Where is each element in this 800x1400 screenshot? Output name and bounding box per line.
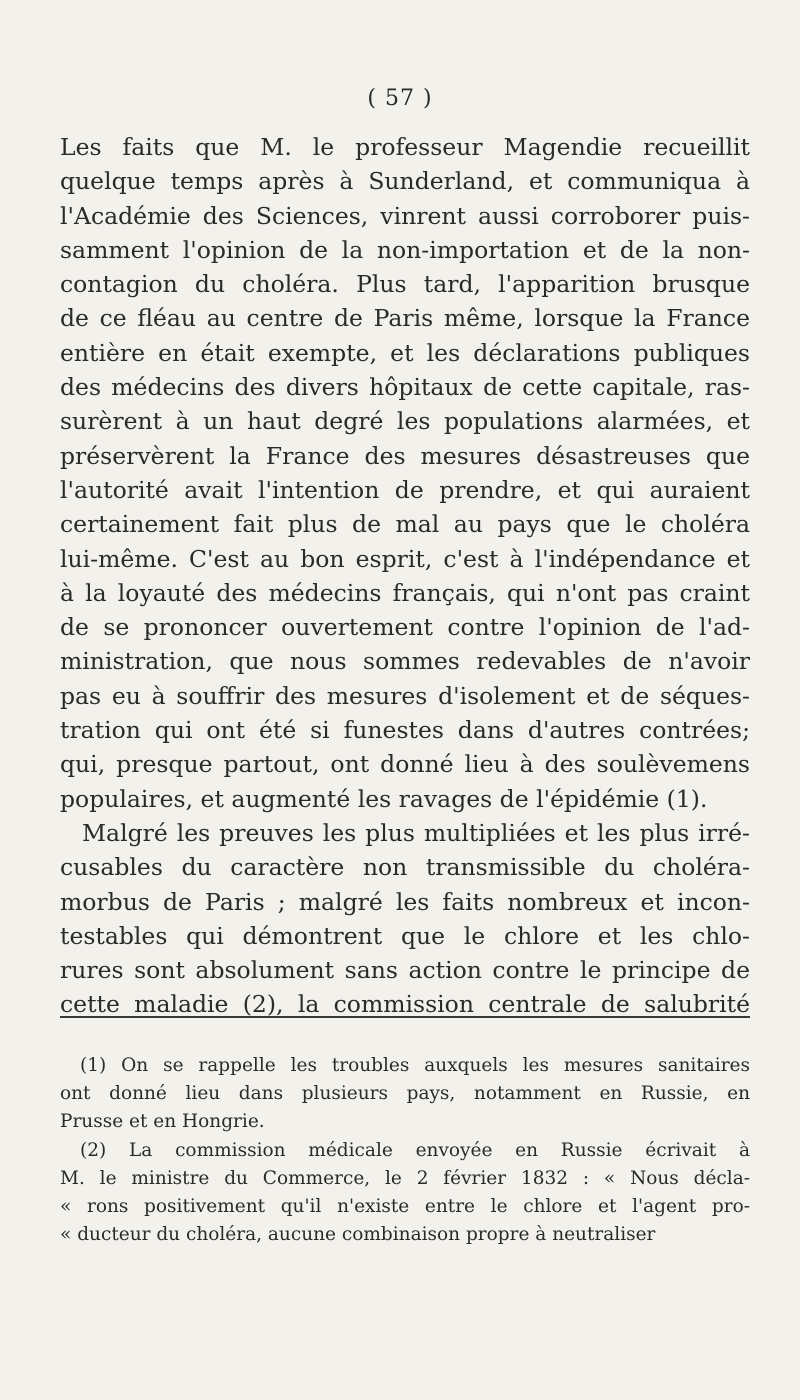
text-line: cusables du caractère non transmissible du choléra- — [60, 853, 750, 882]
footnote-divider — [60, 1016, 750, 1018]
text-line: ministration, que nous sommes redevables de n'avoir — [60, 647, 750, 676]
text-line: tration qui ont été si funestes dans d'autres contrées; — [60, 716, 750, 745]
text-line: contagion du choléra. Plus tard, l'apparition brusque — [60, 270, 750, 299]
text-line: des médecins des divers hôpitaux de cette capitale, ras- — [60, 373, 750, 402]
text-line: certainement fait plus de mal au pays que le choléra — [60, 510, 750, 539]
footnote-line: M. le ministre du Commerce, le 2 février 1832 : « Nous décla- — [60, 1167, 750, 1189]
text-line: rures sont absolument sans action contre le principe de — [60, 956, 750, 985]
text-line: surèrent à un haut degré les populations alarmées, et — [60, 407, 750, 436]
footnote-line: Prusse et en Hongrie. — [60, 1111, 265, 1133]
text-line: entière en était exempte, et les déclarations publiques — [60, 338, 750, 367]
text-line: morbus de Paris ; malgré les faits nombreux et incon- — [60, 887, 750, 916]
text-line: de se prononcer ouvertement contre l'opinion de l'ad- — [60, 613, 750, 642]
text-line: qui, presque partout, ont donné lieu à des soulèvemens — [60, 750, 750, 779]
footnote-line: « rons positivement qu'il n'existe entre le chlore et l'agent pro- — [60, 1196, 750, 1218]
footnote-line: « ducteur du choléra, aucune combinaison propre à neutraliser — [60, 1224, 656, 1246]
text-line: pas eu à souffrir des mesures d'isolement et de séques- — [60, 681, 750, 710]
footnote-line: (2) La commission médicale envoyée en Russie écrivait à — [80, 1139, 750, 1161]
footnote-line: (1) On se rappelle les troubles auxquels les mesures sanitaires — [80, 1055, 750, 1076]
text-line: populaires, et augmenté les ravages de l'épidémie (1). — [60, 784, 708, 813]
text-line: testables qui démontrent que le chlore et les chlo- — [60, 921, 750, 950]
text-line: samment l'opinion de la non-importation et de la non- — [60, 235, 750, 264]
text-line: l'autorité avait l'intention de prendre, et qui auraient — [60, 475, 750, 504]
text-line: l'Académie des Sciences, vinrent aussi corroborer puis- — [60, 201, 750, 230]
text-line: quelque temps après à Sunderland, et communiqua à — [60, 167, 750, 196]
text-line: Les faits que M. le professeur Magendie recueillit — [60, 133, 750, 161]
page-number: ( 57 ) — [367, 86, 433, 111]
text-line: lui-même. C'est au bon esprit, c'est à l'indépendance et — [60, 544, 750, 573]
footnote-line: ont donné lieu dans plusieurs pays, notamment en Russie, en — [60, 1083, 750, 1105]
text-line: Malgré les preuves les plus multipliées et les plus irré- — [82, 818, 750, 847]
footnotes — [60, 1052, 750, 1249]
text-line: de ce fléau au centre de Paris même, lorsque la France — [60, 304, 750, 333]
text-line: cette maladie (2), la commission centrale de salubrité — [60, 990, 750, 1019]
main-text — [60, 130, 750, 1022]
text-line: à la loyauté des médecins français, qui n'ont pas craint — [60, 578, 750, 607]
text-line: préservèrent la France des mesures désastreuses que — [60, 441, 750, 470]
